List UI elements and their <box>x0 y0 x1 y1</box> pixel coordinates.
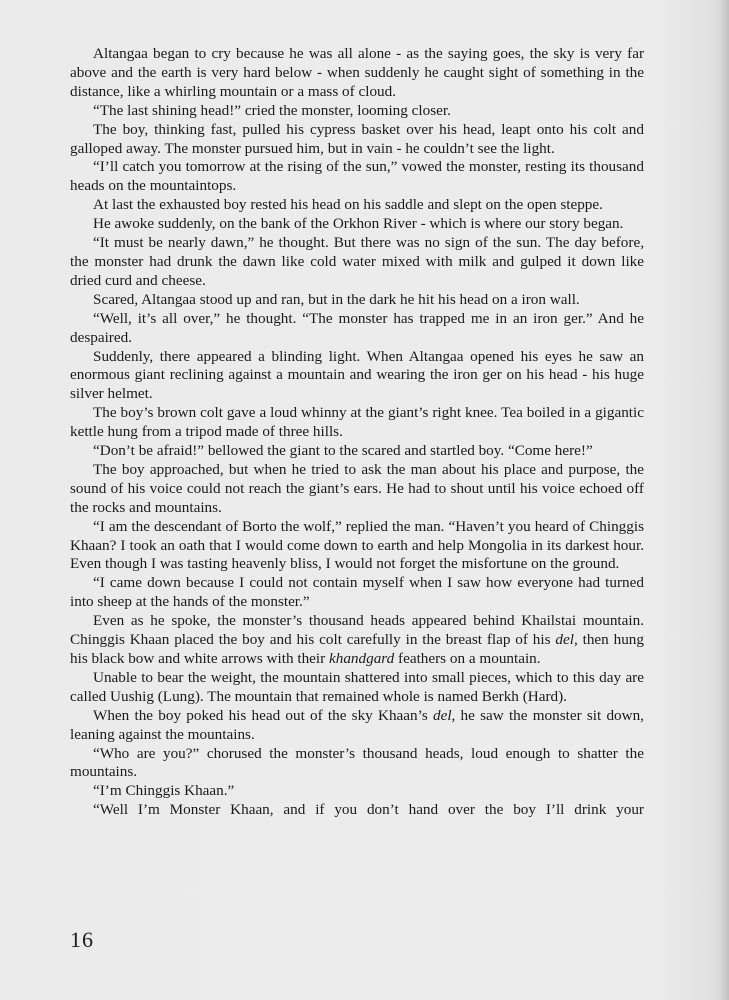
story-text <box>70 45 644 820</box>
page-edge-shadow <box>719 0 729 1000</box>
text-run: “I came down because I could not contain myself when I saw how everyone had turned into sheep at the hands of the monster.” <box>70 574 644 611</box>
paragraph <box>70 196 644 215</box>
text-run: “I’ll catch you tomorrow at the rising of the sun,” vowed the monster, resting its thousand heads on the mountaintops. <box>70 158 644 195</box>
text-run: Scared, Altangaa stood up and ran, but in the dark he hit his head on a iron wall. <box>93 290 580 308</box>
text-run: , then hung his black bow and white arrows with their <box>70 631 644 667</box>
text-run: “I’m Chinggis Khaan.” <box>93 782 235 800</box>
paragraph <box>70 574 644 612</box>
paragraph <box>70 234 644 291</box>
text-run: “Don’t be afraid!” bellowed the giant to the scared and startled boy. “Come here!” <box>93 442 593 460</box>
paragraph <box>70 612 644 669</box>
paragraph <box>70 45 644 102</box>
text-run: Altangaa began to cry because he was all alone - as the saying goes, the sky is very far above and the earth is very hard below - when suddenly he caught sight of something in the distance, like a whirling mountain or a mass of cloud. <box>70 45 644 100</box>
text-run: He awoke suddenly, on the bank of the Orkhon River - which is where our story began. <box>93 215 624 233</box>
paragraph <box>70 707 644 745</box>
paragraph <box>70 745 644 783</box>
italic-term: del <box>432 706 452 724</box>
text-run: “Well, it’s all over,” he thought. “The monster has trapped me in an iron ger.” And he despaired. <box>70 309 644 346</box>
paragraph <box>70 158 644 196</box>
paragraph <box>70 404 644 442</box>
text-run: Suddenly, there appeared a blinding light. When Altangaa opened his eyes he saw an enormous giant reclining against a mountain and wearing the iron ger on his head - his huge silver helmet. <box>70 347 644 403</box>
text-run: The boy approached, but when he tried to ask the man about his place and purpose, the sound of his voice could not reach the giant’s ears. He had to shout until his voice echoed off the rocks and mountains. <box>70 460 644 516</box>
paragraph <box>70 669 644 707</box>
text-run: “Well I’m Monster Khaan, and if you don’t hand over the boy I’ll drink your <box>93 801 644 819</box>
paragraph <box>70 461 644 518</box>
text-run: The boy, thinking fast, pulled his cypress basket over his head, leapt onto his colt and galloped away. The monster pursued him, but in vain - he couldn’t see the light. <box>70 120 644 157</box>
paragraph <box>70 121 644 159</box>
paragraph <box>70 102 644 121</box>
paragraph <box>70 518 644 575</box>
paragraph <box>70 310 644 348</box>
text-run: “The last shining head!” cried the monster, looming closer. <box>93 101 451 119</box>
paragraph <box>70 348 644 405</box>
italic-term: del <box>555 631 574 649</box>
paragraph <box>70 782 644 801</box>
paragraph <box>70 801 644 820</box>
text-run: “I am the descendant of Borto the wolf,” replied the man. “Haven’t you heard of Chinggis Khaan? I took an oath that I would come down to earth and help Mongolia in its darkest hour. Even though I was tasting heavenly bliss, I would not forget the misfortune on the ground. <box>70 517 644 573</box>
text-run: “Who are you?” chorused the monster’s thousand heads, loud enough to shatter the mountains. <box>70 744 644 781</box>
paragraph <box>70 215 644 234</box>
paragraph <box>70 291 644 310</box>
text-run: The boy’s brown colt gave a loud whinny at the giant’s right knee. Tea boiled in a gigantic kettle hung from a tripod made of three hills. <box>70 404 644 441</box>
text-run: When the boy poked his head out of the sky Khaan’s <box>93 706 433 724</box>
page-number: 16 <box>70 927 94 952</box>
text-run: feathers on a mountain. <box>394 650 541 667</box>
text-run: Unable to bear the weight, the mountain shattered into small pieces, which to this day are called Uushig (Lung). The mountain that remained whole is named Berkh (Hard). <box>70 668 644 705</box>
text-run: Even as he spoke, the monster’s thousand heads appeared behind Khailstai mountain. Chinggis Khaan placed the boy and his colt carefully in the breast flap of his <box>70 612 644 649</box>
paragraph <box>70 442 644 461</box>
text-run: “It must be nearly dawn,” he thought. But there was no sign of the sun. The day before, the monster had drunk the dawn like cold water mixed with milk and gulped it down like dried curd and cheese. <box>70 234 644 289</box>
text-run: , he saw the monster sit down, leaning against the mountains. <box>70 706 644 743</box>
text-run: At last the exhausted boy rested his head on his saddle and slept on the open steppe. <box>93 196 603 214</box>
italic-term: khandgard <box>328 650 395 667</box>
